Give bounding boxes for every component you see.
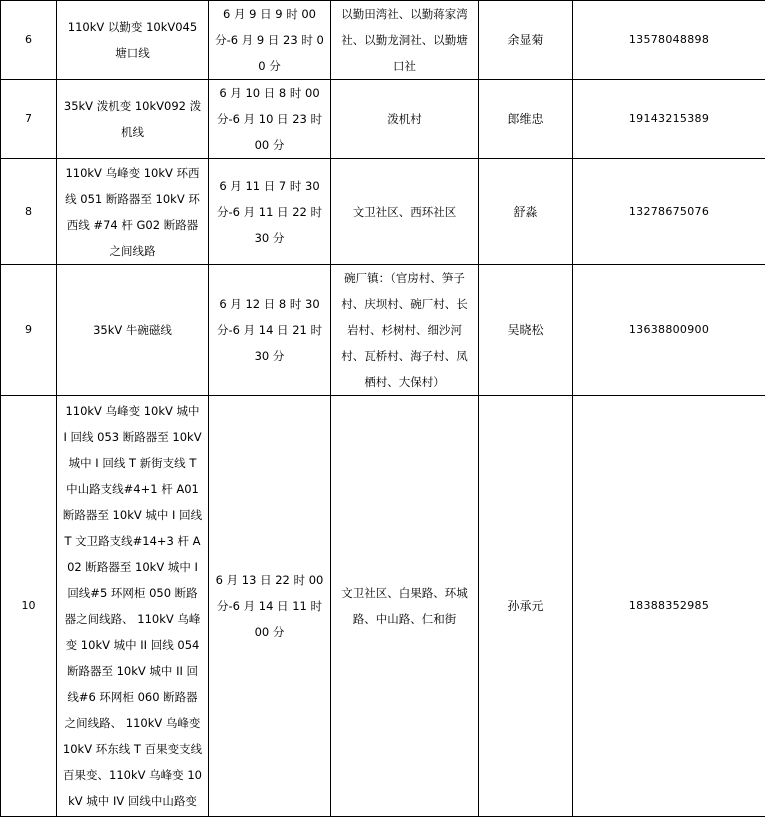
outage-time: 6 月 13 日 22 时 00 分-6 月 14 日 11 时 00 分	[209, 396, 331, 817]
row-number: 6	[1, 1, 57, 80]
outage-time: 6 月 12 日 8 时 30 分-6 月 14 日 21 时 30 分	[209, 265, 331, 396]
outage-time: 6 月 9 日 9 时 00 分-6 月 9 日 23 时 00 分	[209, 1, 331, 80]
outage-time: 6 月 10 日 8 时 00 分-6 月 10 日 23 时 00 分	[209, 80, 331, 159]
affected-area: 以勤田湾社、以勤蒋家湾社、以勤龙洞社、以勤塘口社	[331, 1, 479, 80]
contact-person: 舒淼	[479, 159, 573, 265]
row-number: 7	[1, 80, 57, 159]
contact-phone: 13278675076	[573, 159, 765, 265]
table-row	[1, 1, 765, 80]
row-number: 8	[1, 159, 57, 265]
power-line-name: 110kV 乌峰变 10kV 环西线 051 断路器至 10kV 环西线 #74 杆 G02 断路器之间线路	[57, 159, 209, 265]
table-row	[1, 265, 765, 396]
contact-phone: 19143215389	[573, 80, 765, 159]
affected-area: 文卫社区、白果路、环城路、中山路、仁和街	[331, 396, 479, 817]
power-line-name: 35kV 泼机变 10kV092 泼机线	[57, 80, 209, 159]
power-line-name: 110kV 乌峰变 10kV 城中 I 回线 053 断路器至 10kV 城中 I 回线 T 新街支线 T 中山路支线#4+1 杆 A01 断路器至 10kV 城中 I 回线 T 文卫路支线#14+3 杆 A02 断路器至 10kV 城中 I 回线#5 环网柜 050 断路器之间线路、 110kV 乌峰变 10kV 城中 II 回线 054 断路器至 10kV 城中 II 回线#6 环网柜 060 断路器之间线路、 110kV 乌峰变 10kV 环东线 T 百果变支线百果变、110kV 乌峰变 10kV 城中 IV 回线中山路变	[57, 396, 209, 817]
power-line-name: 35kV 牛碗磁线	[57, 265, 209, 396]
power-line-name: 110kV 以勤变 10kV045 塘口线	[57, 1, 209, 80]
contact-phone: 13638800900	[573, 265, 765, 396]
outage-time: 6 月 11 日 7 时 30 分-6 月 11 日 22 时 30 分	[209, 159, 331, 265]
contact-person: 吴晓松	[479, 265, 573, 396]
table-row	[1, 159, 765, 265]
row-number: 10	[1, 396, 57, 817]
affected-area: 碗厂镇：（官房村、笋子村、庆坝村、碗厂村、长岩村、杉树村、细沙河村、瓦桥村、海子村、凤栖村、大保村）	[331, 265, 479, 396]
contact-person: 余显菊	[479, 1, 573, 80]
table-row	[1, 396, 765, 817]
affected-area: 泼机村	[331, 80, 479, 159]
row-number: 9	[1, 265, 57, 396]
contact-phone: 18388352985	[573, 396, 765, 817]
table-row	[1, 80, 765, 159]
affected-area: 文卫社区、西环社区	[331, 159, 479, 265]
contact-person: 郎维忠	[479, 80, 573, 159]
contact-person: 孙承元	[479, 396, 573, 817]
contact-phone: 13578048898	[573, 1, 765, 80]
